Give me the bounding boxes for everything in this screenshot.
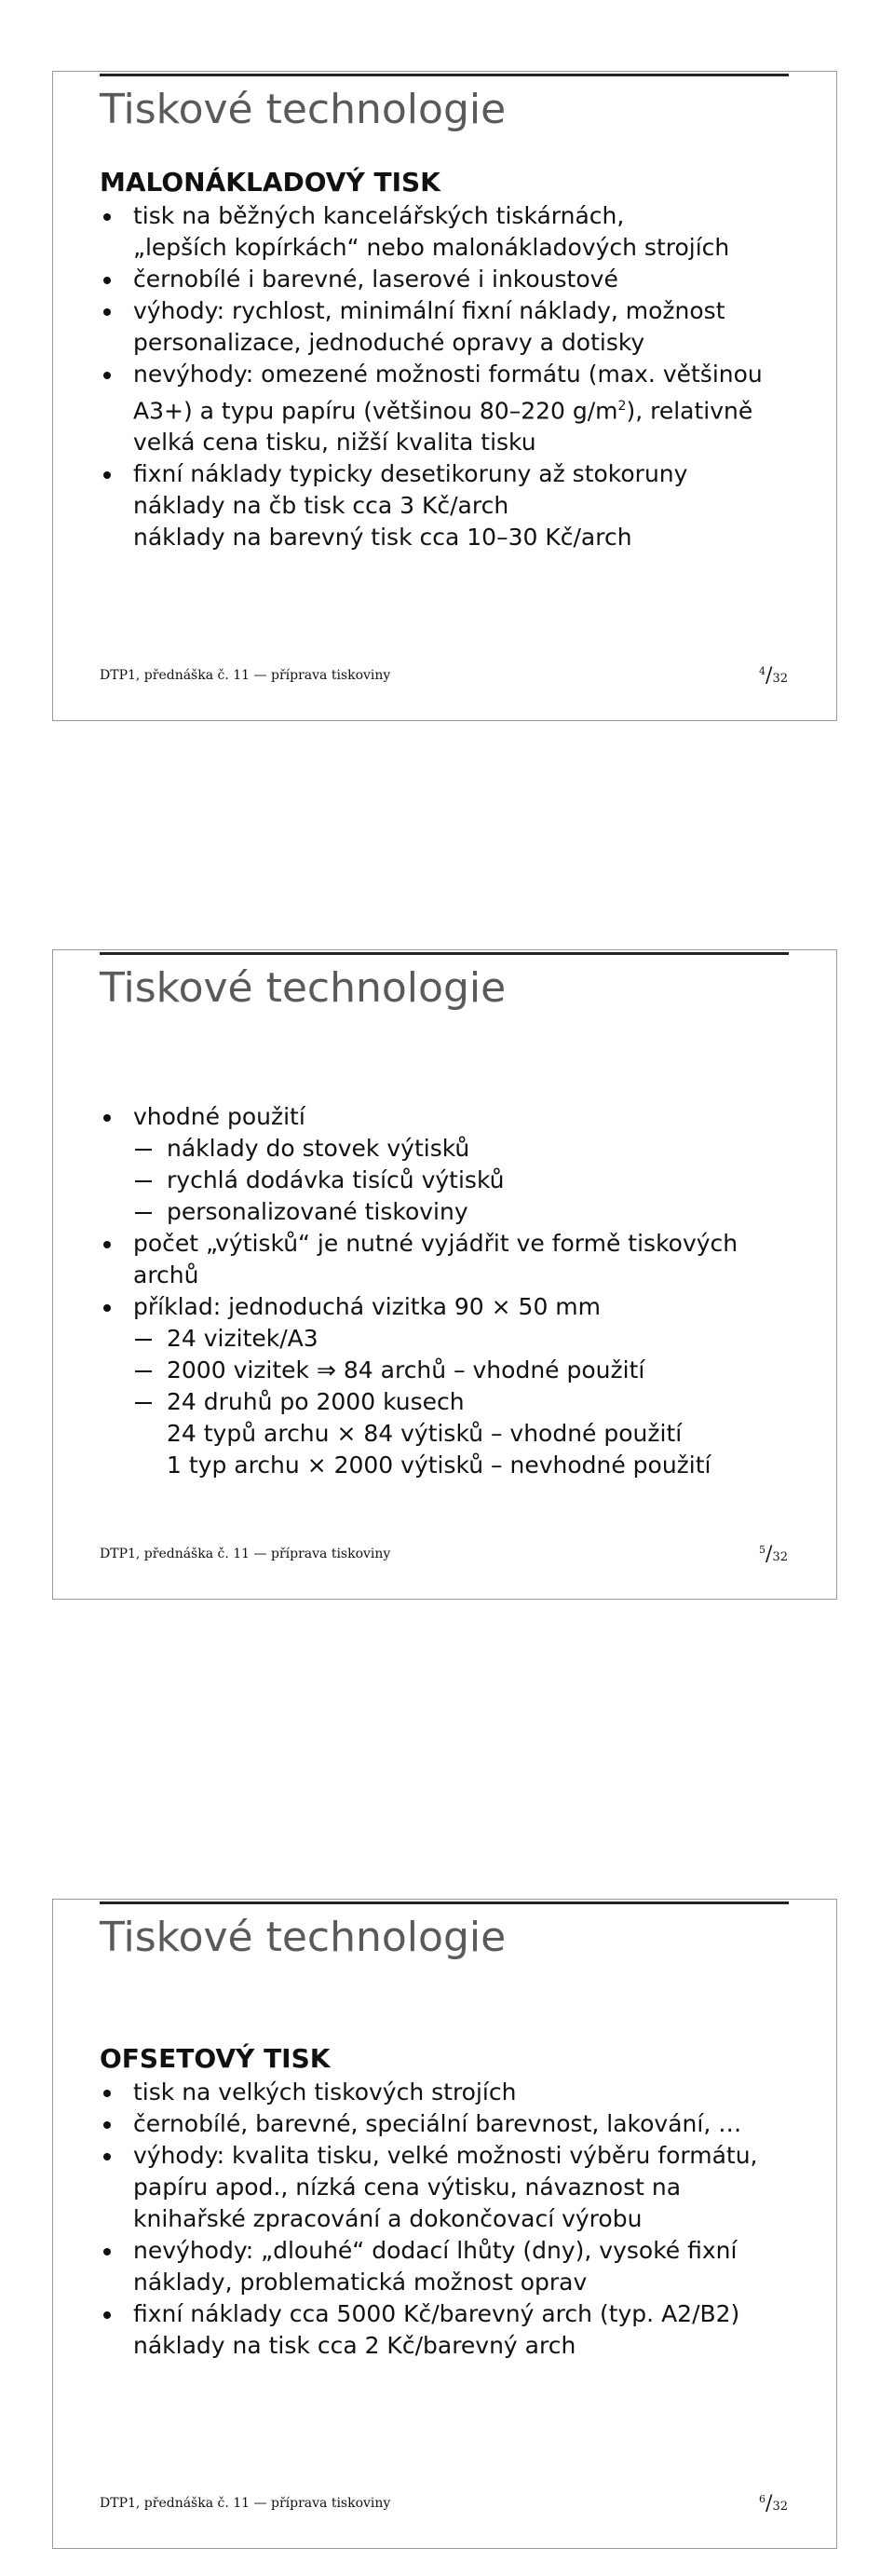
bullet-list <box>100 2077 789 2330</box>
footer-text: DTP1, přednáška č. 11 — příprava tiskoviny <box>100 1547 391 1561</box>
text-line: 1 typ archu × 2000 výtisků – nevhodné použití <box>167 1452 711 1479</box>
sub-list-item: 24 druhů po 2000 kusech <box>100 1386 789 1418</box>
slide-footer <box>100 664 788 688</box>
section-heading: OFSETOVÝ TISK <box>100 2043 331 2074</box>
list-item: nevýhody: omezené možnosti formátu (max. většinou A3+) a typu papíru (většinou 80–220 $g/m^2$), relativně velká cena tisku, nižší kvalita tisku <box>100 359 789 458</box>
list-item: fixní náklady cca 5000 Kč/barevný arch (typ. A2/B2) <box>100 2298 789 2330</box>
slide-5 <box>52 949 837 1600</box>
slide-6 <box>52 1899 837 2549</box>
page-number: $^5$/32 <box>759 1543 788 1566</box>
list-item: výhody: rychlost, minimální fixní náklady, možnost personalizace, jednoduché opravy a dotisky <box>100 295 789 359</box>
slide-title: Tiskové technologie <box>100 74 789 135</box>
list-item: černobílé, barevné, speciální barevnost, lakování, … <box>100 2108 789 2140</box>
page-number: $^6$/32 <box>759 2492 788 2515</box>
footer-text: DTP1, přednáška č. 11 — příprava tiskoviny <box>100 2496 391 2511</box>
bullet-list <box>100 200 789 490</box>
slide-body <box>100 2043 789 2362</box>
slide-footer <box>100 1543 788 1566</box>
list-item: počet „výtisků“ je nutné vyjádřit ve formě tiskových archů <box>100 1228 789 1291</box>
slide-body <box>100 167 789 553</box>
page-number: $^4$/32 <box>759 664 788 688</box>
slide-title: Tiskové technologie <box>100 1901 789 1963</box>
text-line: náklady na barevný tisk cca 10–30 Kč/arch <box>133 524 632 552</box>
sub-list-item: 2000 vizitek ⇒ 84 archů – vhodné použití <box>100 1355 789 1386</box>
text-line: náklady na čb tisk cca 3 Kč/arch <box>133 492 509 520</box>
sub-list-item: rychlá dodávka tisíců výtisků <box>100 1165 789 1196</box>
slide-4 <box>52 71 837 721</box>
slide-body <box>100 1101 789 1481</box>
list-item: tisk na velkých tiskových strojích <box>100 2077 789 2108</box>
list-item: fixní náklady typicky desetikoruny až stokoruny <box>100 458 789 490</box>
list-item: nevýhody: „dlouhé“ dodací lhůty (dny), vysoké fixní náklady, problematická možnost oprav <box>100 2235 789 2298</box>
list-item: vhodné použití <box>100 1101 789 1133</box>
list-item: výhody: kvalita tisku, velké možnosti výběru formátu, papíru apod., nízká cena výtisku, návaznost na knihařské zpracování a dokončovací výrobu <box>100 2140 789 2235</box>
text-line: 24 typů archu × 84 výtisků – vhodné použití <box>167 1420 683 1447</box>
slide-title: Tiskové technologie <box>100 952 789 1014</box>
slide-footer <box>100 2492 788 2515</box>
sub-list-item: personalizované tiskoviny <box>100 1196 789 1228</box>
list-item: příklad: jednoduchá vizitka 90 × 50 mm <box>100 1291 789 1323</box>
list-item: černobílé i barevné, laserové i inkoustové <box>100 264 789 295</box>
text-line: náklady na tisk cca 2 Kč/barevný arch <box>133 2332 576 2359</box>
footer-text: DTP1, přednáška č. 11 — příprava tiskoviny <box>100 668 391 683</box>
sub-list-item: náklady do stovek výtisků <box>100 1133 789 1165</box>
bullet-list <box>100 1101 789 1481</box>
list-item: tisk na běžných kancelářských tiskárnách, „lepších kopírkách“ nebo malonákladových strojích <box>100 200 789 264</box>
sub-list-item: 24 vizitek/A3 <box>100 1323 789 1355</box>
section-heading: MALONÁKLADOVÝ TISK <box>100 167 440 198</box>
